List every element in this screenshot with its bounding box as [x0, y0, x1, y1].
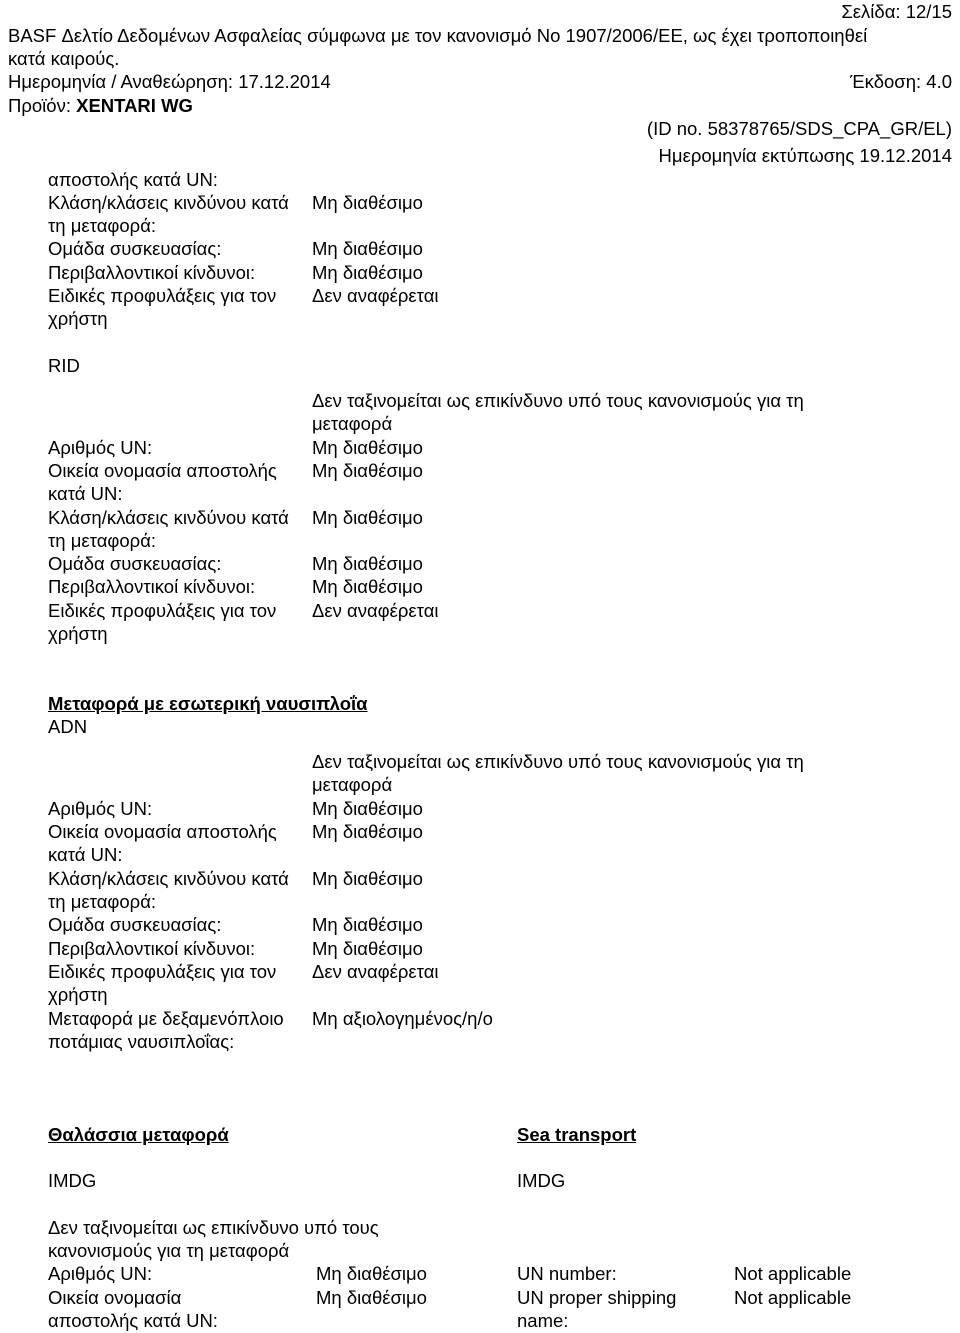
packing-group-label: Ομάδα συσκευασίας:: [48, 238, 222, 259]
imdg-en-shipping-name-label: UN proper shipping name:: [517, 1287, 677, 1332]
adn-special-precautions-value: Δεν αναφέρεται: [312, 961, 439, 982]
adn-hazard-class-label: Κλάση/κλάσεις κινδύνου κατά τη μεταφορά:: [48, 868, 289, 913]
rid-classification: Δεν ταξινομείται ως επικίνδυνο υπό τους κανονισμούς για τη μεταφορά: [312, 390, 804, 435]
adn-tank-vessel-value: Μη αξιολογημένος/η/ο: [312, 1008, 493, 1029]
hazard-class-label: Κλάση/κλάσεις κινδύνου κατά τη μεταφορά:: [48, 192, 289, 237]
rid-packing-group-label: Ομάδα συσκευασίας:: [48, 553, 222, 574]
adn-heading: ADN: [48, 716, 88, 737]
imdg-gr-un-number-label: Αριθμός UN:: [48, 1263, 153, 1284]
rid-shipping-name-value: Μη διαθέσιμο: [312, 460, 423, 481]
adn-shipping-name-value: Μη διαθέσιμο: [312, 821, 423, 842]
adn-tank-vessel-label: Μεταφορά με δεξαμενόπλοιο ποτάμιας ναυσιπλοΐας:: [48, 1008, 284, 1053]
rid-special-precautions-value: Δεν αναφέρεται: [312, 600, 439, 621]
adn-un-number-value: Μη διαθέσιμο: [312, 798, 423, 819]
imdg-en-heading: IMDG: [517, 1170, 566, 1191]
sea-en-section-heading: Sea transport: [517, 1124, 637, 1145]
adn-un-number-label: Αριθμός UN:: [48, 798, 153, 819]
rid-packing-group-value: Μη διαθέσιμο: [312, 553, 423, 574]
rid-hazard-class-label: Κλάση/κλάσεις κινδύνου κατά τη μεταφορά:: [48, 507, 289, 552]
adn-classification: Δεν ταξινομείται ως επικίνδυνο υπό τους κανονισμούς για τη μεταφορά: [312, 751, 804, 796]
imdg-en-un-number-value: Not applicable: [734, 1263, 852, 1284]
adn-shipping-name-label: Οικεία ονομασία αποστολής κατά UN:: [48, 821, 277, 866]
rid-un-number-label: Αριθμός UN:: [48, 437, 153, 458]
imdg-en-un-number-label: UN number:: [517, 1263, 617, 1284]
imdg-en-shipping-name-value: Not applicable: [734, 1287, 852, 1308]
document-title-line2: κατά καιρούς.: [8, 48, 120, 69]
special-precautions-label: Ειδικές προφυλάξεις για τον χρήστη: [48, 285, 277, 330]
rid-heading: RID: [48, 355, 80, 376]
print-date: Ημερομηνία εκτύπωσης 19.12.2014: [658, 145, 952, 166]
rid-env-hazards-label: Περιβαλλοντικοί κίνδυνοι:: [48, 576, 256, 597]
rid-un-number-value: Μη διαθέσιμο: [312, 437, 423, 458]
imdg-gr-shipping-name-label: Οικεία ονομασία αποστολής κατά UN:: [48, 1287, 218, 1332]
adn-packing-group-label: Ομάδα συσκευασίας:: [48, 914, 222, 935]
special-precautions-value: Δεν αναφέρεται: [312, 285, 439, 306]
hazard-class-value: Μη διαθέσιμο: [312, 192, 423, 213]
adn-env-hazards-label: Περιβαλλοντικοί κίνδυνοι:: [48, 938, 256, 959]
version: Έκδοση: 4.0: [850, 71, 952, 92]
product: [8, 94, 193, 117]
env-hazards-value: Μη διαθέσιμο: [312, 262, 423, 283]
imdg-gr-un-number-value: Μη διαθέσιμο: [316, 1263, 427, 1284]
imdg-gr-heading: IMDG: [48, 1170, 97, 1191]
inland-section-heading: Μεταφορά με εσωτερική ναυσιπλοΐα: [48, 693, 368, 714]
rid-hazard-class-value: Μη διαθέσιμο: [312, 507, 423, 528]
adn-packing-group-value: Μη διαθέσιμο: [312, 914, 423, 935]
adn-env-hazards-value: Μη διαθέσιμο: [312, 938, 423, 959]
imdg-gr-shipping-name-value: Μη διαθέσιμο: [316, 1287, 427, 1308]
document-id: (ID no. 58378765/SDS_CPA_GR/EL): [646, 118, 952, 139]
product-label: Προϊόν:: [8, 95, 77, 116]
adn-special-precautions-label: Ειδικές προφυλάξεις για τον χρήστη: [48, 961, 277, 1006]
revision-date: Ημερομηνία / Αναθεώρηση: 17.12.2014: [8, 71, 331, 92]
document-title-line1: BASF Δελτίο Δεδομένων Ασφαλείας σύμφωνα με τον κανονισμό Νο 1907/2006/ΕΕ, ως έχει τροποποιηθεί: [8, 25, 868, 46]
rid-shipping-name-label: Οικεία ονομασία αποστολής κατά UN:: [48, 460, 277, 505]
packing-group-value: Μη διαθέσιμο: [312, 238, 423, 259]
env-hazards-label: Περιβαλλοντικοί κίνδυνοι:: [48, 262, 256, 283]
shipping-name-continuation: αποστολής κατά UN:: [48, 169, 218, 190]
page-number: Σελίδα: 12/15: [841, 1, 952, 22]
adn-hazard-class-value: Μη διαθέσιμο: [312, 868, 423, 889]
rid-env-hazards-value: Μη διαθέσιμο: [312, 576, 423, 597]
rid-special-precautions-label: Ειδικές προφυλάξεις για τον χρήστη: [48, 600, 277, 645]
imdg-gr-classification: Δεν ταξινομείται ως επικίνδυνο υπό τους κανονισμούς για τη μεταφορά: [48, 1217, 379, 1262]
product-name: XENTARI WG: [76, 95, 193, 116]
sea-gr-section-heading: Θαλάσσια μεταφορά: [48, 1124, 229, 1145]
